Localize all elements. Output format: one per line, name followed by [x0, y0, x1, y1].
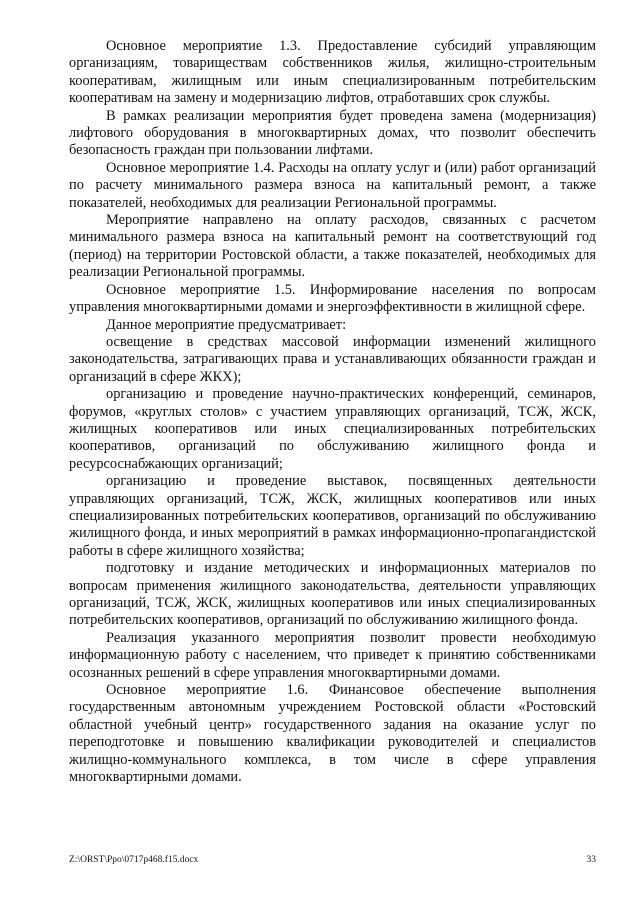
page-number: 33	[586, 855, 596, 865]
paragraph-media-coverage: освещение в средствах массовой информации изменений жилищного законодательства, затрагивающих права и устанавливающих обязанности граждан и организаций в сфере ЖКХ);	[69, 333, 596, 385]
paragraph-event-1-5: Основное мероприятие 1.5. Информирование населения по вопросам управления многоквартирными домами и энергоэффективности в жилищной сфере.	[69, 281, 596, 316]
paragraph-elevator-replacement: В рамках реализации мероприятия будет проведена замена (модернизация) лифтового оборудования в многоквартирных домах, что позволит обеспечить безопасность граждан при пользовании лифтами.	[69, 107, 596, 159]
page-footer	[69, 855, 596, 865]
paragraph-event-1-3: Основное мероприятие 1.3. Предоставление субсидий управляющим организациям, товариществам собственников жилья, жилищно-строительным кооперативам, жилищным или иным специализированным потребительским кооперативам на замену и модернизацию лифтов, отработавших срок службы.	[69, 38, 596, 107]
paragraph-publications: подготовку и издание методических и информационных материалов по вопросам применения жилищного законодательства, деятельности управляющих организаций, ТСЖ, ЖСК, жилищных кооперативов или иных специализированных потребительских кооперативов, организаций по обслуживанию жилищного фонда.	[69, 560, 596, 629]
paragraph-fee-calculation: Мероприятие направлено на оплату расходов, связанных с расчетом минимального размера взноса на капитальный ремонт на соответствующий год (период) на территории Ростовской области, а также показателей, необходимых для реализации Региональной программы.	[69, 212, 596, 281]
paragraph-event-provides: Данное мероприятие предусматривает:	[106, 316, 347, 333]
paragraph-implementation-result: Реализация указанного мероприятия позволит провести необходимую информационную работу с населением, что приведет к принятию собственниками осознанных решений в сфере управления многоквартирными домами.	[69, 629, 596, 681]
paragraph-event-1-4: Основное мероприятие 1.4. Расходы на оплату услуг и (или) работ организаций по расчету минимального размера взноса на капитальный ремонт, а также показателей, необходимых для реализации Региональной программы.	[69, 159, 596, 211]
paragraph-conferences: организацию и проведение научно-практических конференций, семинаров, форумов, «круглых столов» с участием управляющих организаций, ТСЖ, ЖСК, жилищных кооперативов или иных специализированных потребительских кооперативов, организаций по обслуживанию жилищного фонда и ресурсоснабжающих организаций;	[69, 386, 596, 472]
footer-file-path: Z:\ORST\Ppo\0717p468.f15.docx	[69, 855, 199, 865]
document-body	[69, 38, 596, 786]
paragraph-exhibitions: организацию и проведение выставок, посвященных деятельности управляющих организаций, ТСЖ, ЖСК, жилищных кооперативов или иных специализированных потребительских кооперативов, организаций по обслуживанию жилищного фонда, и иных мероприятий в рамках информационно-пропагандистской работы в сфере жилищного хозяйства;	[69, 473, 596, 559]
paragraph-event-1-6: Основное мероприятие 1.6. Финансовое обеспечение выполнения государственным автономным учреждением Ростовской области «Ростовский областной учебный центр» государственного задания на оказание услуг по переподготовке и повышению квалификации руководителей и специалистов жилищно-коммунального комплекса, в том числе в сфере управления многоквартирными домами.	[69, 682, 596, 786]
